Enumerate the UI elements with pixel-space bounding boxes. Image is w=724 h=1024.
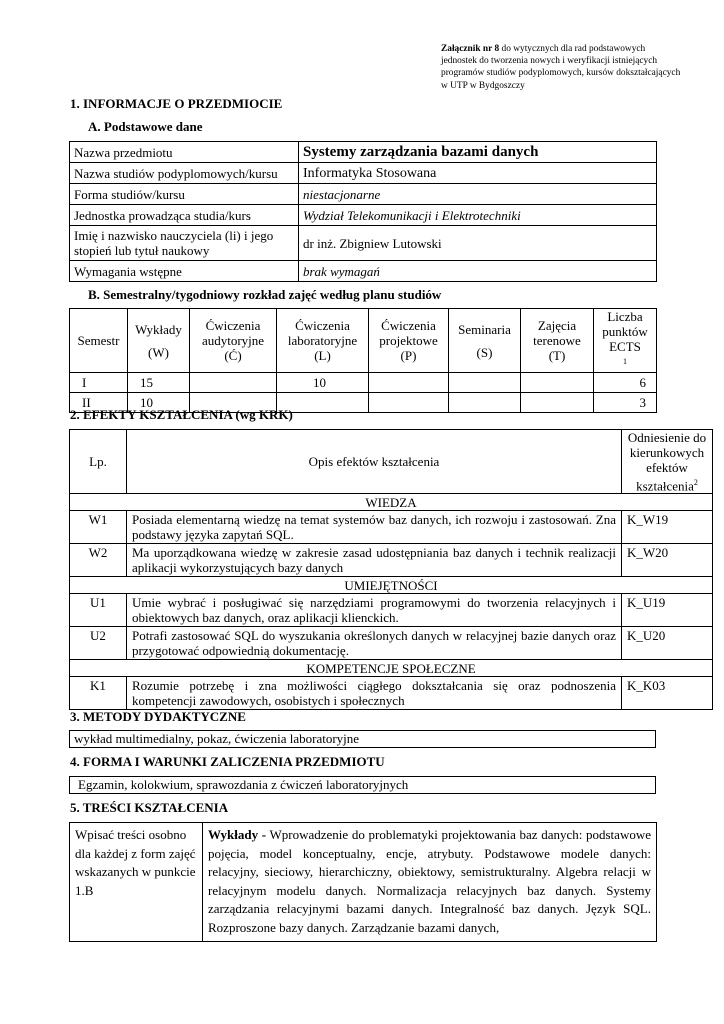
effect-reference: K_U20 xyxy=(622,627,713,660)
effects-header-row xyxy=(70,430,713,494)
label-cell: Imię i nazwisko nauczyciela (li) i jego stopień lub tytuł naukowy xyxy=(70,226,299,261)
category-label: UMIEJĘTNOŚCI xyxy=(70,577,713,594)
table-row xyxy=(70,627,713,660)
table-row xyxy=(70,823,657,942)
category-row xyxy=(70,660,713,677)
table-row xyxy=(70,511,713,544)
attachment-text: do wytycznych dla rad podstawowych jednostek do tworzenia nowych i weryfikacji istniejących programów studiów podyplomowych, kursów dokształcających w UTP w Bydgoszczy xyxy=(441,44,681,91)
lectures-text: Wprowadzenie do problematyki projektowania baz danych: podstawowe pojęcia, model konceptualny, encje, atrybuty. Podstawowe modele danych: relacyjny, sieciowy, hierarchiczny, obiektowy, semistrukturalny. Algebra relacji w relacyjnym modelu danych. Normalizacja relacyjnych baz danych. Systemy zarządzania relacyjnymi bazami danych. Integralność baz danych. Język SQL. Rozproszone bazy danych. Zarządzanie bazami danych, xyxy=(208,827,651,935)
effect-reference: K_W20 xyxy=(622,544,713,577)
label-cell: Nazwa studiów podyplomowych/kursu xyxy=(70,163,299,184)
header-reference-footnote: 2 xyxy=(693,478,698,487)
table-row xyxy=(70,677,713,710)
header-description: Opis efektów kształcenia xyxy=(127,430,622,494)
seminar-cell xyxy=(449,373,521,393)
lectures-cell: 15 xyxy=(128,373,190,393)
table-row xyxy=(70,184,657,205)
header-semestr: Semestr xyxy=(70,309,128,373)
field-cell xyxy=(521,393,594,413)
header-cw-laboratoryjne: Ćwiczenia laboratoryjne (L) xyxy=(277,309,369,373)
section-4-title: 4. FORMA I WARUNKI ZALICZENIA PRZEDMIOTU xyxy=(70,754,385,769)
section-2-title: 2. EFEKTY KSZTAŁCENIA (wg KRK) xyxy=(70,407,293,422)
effect-description: Umie wybrać i posługiwać się narzędziami programowymi do tworzenia relacyjnych i obiektowych baz danych, oraz aplikacji klienckich. xyxy=(127,594,622,627)
category-label: KOMPETENCJE SPOŁECZNE xyxy=(70,660,713,677)
course-name: Systemy zarządzania bazami danych xyxy=(299,142,657,163)
instruction-cell: Wpisać treści osobno dla każdej z form zajęć wskazanych w punkcie 1.B xyxy=(70,823,203,942)
lectures-cell: 10 xyxy=(128,393,190,413)
effect-reference: K_K03 xyxy=(622,677,713,710)
effect-id: K1 xyxy=(70,677,127,710)
header-cw-audytoryjne: Ćwiczenia audytoryjne (Ć) xyxy=(190,309,277,373)
methods-box: wykład multimedialny, pokaz, ćwiczenia laboratoryjne xyxy=(69,730,656,748)
effect-description: Rozumie potrzebę i zna możliwości ciągłego dokształcania się oraz podnoszenia kompetencji zawodowych, osobistych i społecznych xyxy=(127,677,622,710)
category-label: WIEDZA xyxy=(70,494,713,511)
header-lp: Lp. xyxy=(70,430,127,494)
effect-reference: K_W19 xyxy=(622,511,713,544)
table-row xyxy=(70,373,657,393)
auditory-cell xyxy=(190,373,277,393)
content-table xyxy=(69,822,657,942)
section-1-title: 1. INFORMACJE O PRZEDMIOCIE xyxy=(70,96,283,111)
field-cell xyxy=(521,373,594,393)
lab-cell: 10 xyxy=(277,373,369,393)
semester-cell: I xyxy=(70,373,128,393)
table-row xyxy=(70,163,657,184)
subsection-b-title: B. Semestralny/tygodniowy rozkład zajęć według planu studiów xyxy=(88,287,442,302)
studies-name: Informatyka Stosowana xyxy=(299,163,657,184)
category-row xyxy=(70,577,713,594)
table-row xyxy=(70,594,713,627)
ects-cell: 3 xyxy=(594,393,657,413)
lectures-label: Wykłady - xyxy=(208,827,267,842)
effect-id: W2 xyxy=(70,544,127,577)
attachment-note xyxy=(441,43,681,92)
unit-name: Wydział Telekomunikacji i Elektrotechniki xyxy=(299,205,657,226)
subsection-a-title: A. Podstawowe dane xyxy=(88,119,203,134)
header-cw-projektowe: Ćwiczenia projektowe (P) xyxy=(369,309,449,373)
lectures-content-cell xyxy=(203,823,657,942)
label-cell: Forma studiów/kursu xyxy=(70,184,299,205)
effect-id: U2 xyxy=(70,627,127,660)
basic-data-table xyxy=(69,141,657,282)
table-row xyxy=(70,142,657,163)
table-row xyxy=(70,544,713,577)
schedule-table xyxy=(69,308,657,413)
section-3-title: 3. METODY DYDAKTYCZNE xyxy=(70,709,246,724)
effect-description: Potrafi zastosować SQL do wyszukania określonych danych w relacyjnej bazie danych oraz przygotować odpowiednią dokumentację. xyxy=(127,627,622,660)
header-seminaria: Seminaria (S) xyxy=(449,309,521,373)
effect-description: Ma uporządkowana wiedzę w zakresie zasad udostępniania baz danych i technik realizacji aplikacji wykorzystujących bazy danych xyxy=(127,544,622,577)
table-row xyxy=(70,226,657,261)
assessment-box: Egzamin, kolokwium, sprawozdania z ćwiczeń laboratoryjnych xyxy=(69,776,656,794)
header-wyklady: Wykłady (W) xyxy=(128,309,190,373)
label-cell: Wymagania wstępne xyxy=(70,261,299,282)
effects-table xyxy=(69,429,713,710)
prerequisites: brak wymagań xyxy=(299,261,657,282)
study-form: niestacjonarne xyxy=(299,184,657,205)
semester-cell: II xyxy=(70,393,128,413)
effect-id: W1 xyxy=(70,511,127,544)
project-cell xyxy=(369,373,449,393)
category-row xyxy=(70,494,713,511)
section-5-title: 5. TREŚCI KSZTAŁCENIA xyxy=(70,800,229,815)
project-cell xyxy=(369,393,449,413)
schedule-header-row xyxy=(70,309,657,373)
label-cell: Jednostka prowadząca studia/kurs xyxy=(70,205,299,226)
header-reference-text: Odniesienie do kierunkowych efektów kształcenia xyxy=(627,430,707,494)
teacher-name: dr inż. Zbigniew Lutowski xyxy=(299,226,657,261)
table-row xyxy=(70,261,657,282)
effect-id: U1 xyxy=(70,594,127,627)
table-row xyxy=(70,205,657,226)
header-ects: Liczba punktów ECTS $^1$ xyxy=(594,309,657,373)
attachment-number: Załącznik nr 8 xyxy=(441,44,500,54)
effect-description: Posiada elementarną wiedzę na temat systemów baz danych, ich rozwoju i zastosowań. Zna podstawy języka zapytań SQL. xyxy=(127,511,622,544)
header-reference xyxy=(622,430,713,494)
label-cell: Nazwa przedmiotu xyxy=(70,142,299,163)
seminar-cell xyxy=(449,393,521,413)
header-zajecia-terenowe: Zajęcia terenowe (T) xyxy=(521,309,594,373)
effect-reference: K_U19 xyxy=(622,594,713,627)
ects-cell: 6 xyxy=(594,373,657,393)
